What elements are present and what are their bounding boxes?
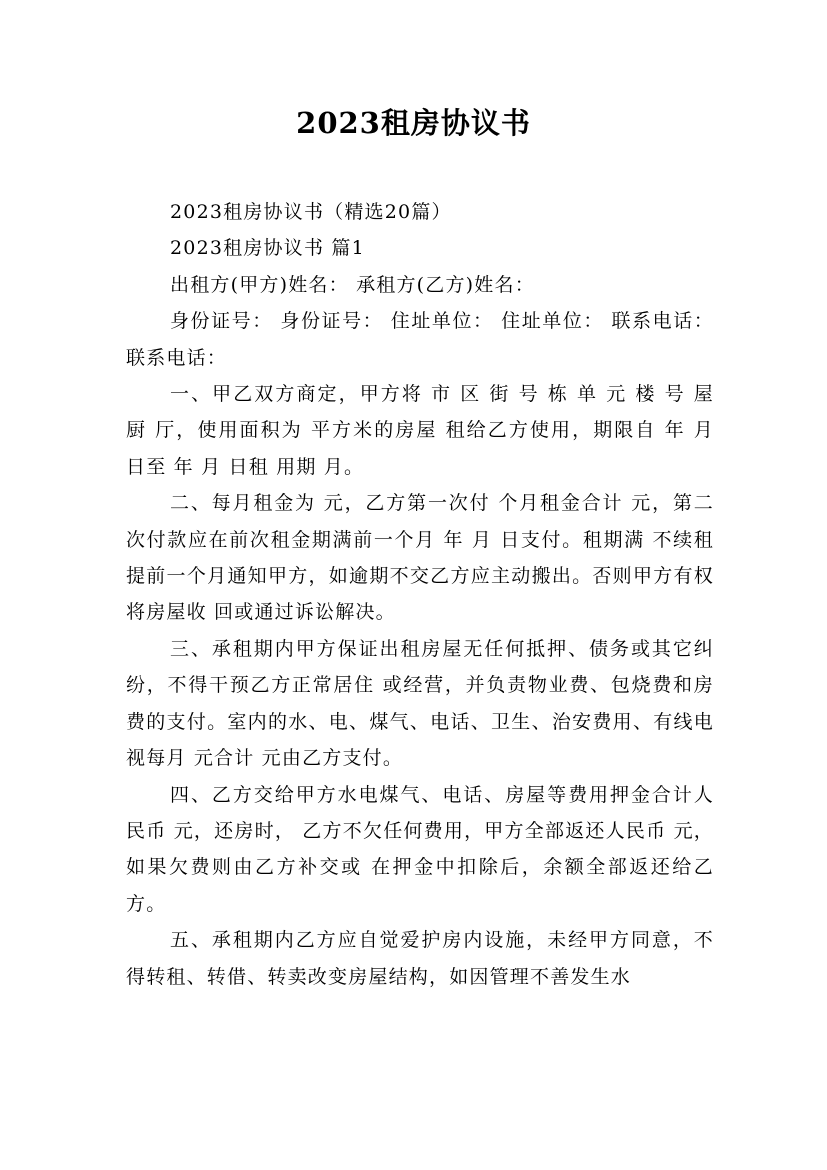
paragraph-subtitle: 2023租房协议书（精选20篇） xyxy=(170,201,452,223)
paragraph-section-heading: 2023租房协议书 篇1 xyxy=(170,237,365,260)
paragraph-party-names: 出租方(甲方)姓名： 承租方(乙方)姓名： xyxy=(170,273,535,296)
paragraph-clause-1: 一、甲乙双方商定，甲方将 市 区 街 号 栋 单 元 楼 号 屋 厨 厅，使用面积为 平方米的房屋 租给乙方使用，期限自 年 月 日至 年 月 日租 用期 月。 xyxy=(126,383,714,478)
paragraph-clause-4: 四、乙方交给甲方水电煤气、电话、房屋等费用押金合计人民币 元，还房时， 乙方不欠任何费用，甲方全部返还人民币 元，如果欠费则由乙方补交或 在押金中扣除后，余额全部返还给乙方。 xyxy=(126,783,714,915)
paragraph-clause-3: 三、承租期内甲方保证出租房屋无任何抵押、债务或其它纠纷，不得干预乙方正常居住 或经营，并负责物业费、包烧费和房费的支付。室内的水、电、煤气、电话、卫生、治安费用、有线电视每月 元合计 元由乙方支付。 xyxy=(126,637,714,770)
document-title: 2023租房协议书 xyxy=(296,106,531,140)
paragraph-clause-2: 二、每月租金为 元，乙方第一次付 个月租金合计 元，第二次付款应在前次租金期满前一个月 年 月 日支付。租期满 不续租提前一个月通知甲方，如逾期不交乙方应主动搬出。否则甲方有权将房屋收 回或通过诉讼解决。 xyxy=(126,492,714,624)
document-body xyxy=(126,194,714,995)
paragraph-clause-5: 五、承租期内乙方应自觉爱护房内设施，未经甲方同意，不得转租、转借、转卖改变房屋结构，如因管理不善发生水 xyxy=(126,929,714,988)
paragraph-party-details: 身份证号： 身份证号： 住址单位： 住址单位： 联系电话： 联系电话： xyxy=(126,310,714,369)
